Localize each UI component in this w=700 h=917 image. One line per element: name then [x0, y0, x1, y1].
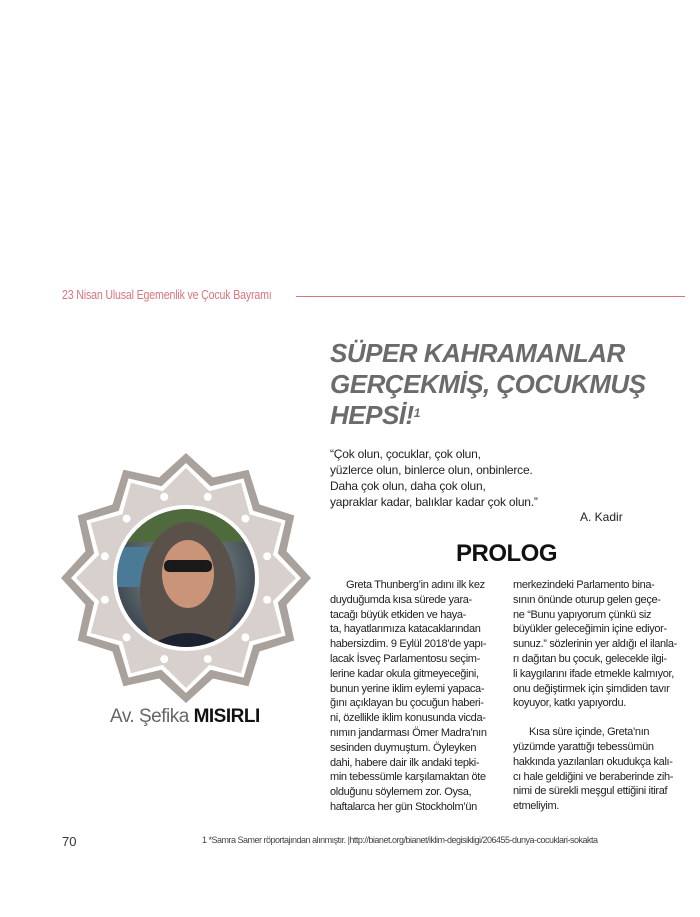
body-line: ne “Bunu yapıyorum çünkü siz: [513, 608, 652, 621]
header-rule: [296, 296, 685, 297]
body-line: li kaygılarını ifade etmekle kalmıyor,: [513, 667, 674, 680]
body-line: dahi, habere dair ilk andaki tepki-: [330, 756, 480, 769]
body-line: nimi de sürekli meşgul ettiğini itiraf: [513, 785, 668, 798]
poem-author: A. Kadir: [580, 510, 623, 524]
page-number: 70: [62, 834, 77, 849]
epigraph-poem: [330, 446, 538, 510]
body-line: sunuz.” sözlerinin yer aldığı el ilanla-: [513, 638, 677, 651]
body-line: ni, özellikle iklim konusunda vicda-: [330, 712, 486, 725]
body-line: nımın jandarması Ömer Madra’nın: [330, 726, 487, 739]
body-line: cı hale geldiğini ve beraberinde zih-: [513, 770, 674, 783]
decorative-dot: [123, 633, 131, 641]
headline-line: HEPSİ!: [330, 400, 414, 430]
decorative-dot: [101, 596, 109, 604]
body-line: Greta Thunberg’in adını ilk kez: [346, 579, 485, 591]
footnote: 1 *Samra Samer röportajından alınmıştır. |http://bianet.org/bianet/iklim-degisikligi/206455-dunya-cocuklari-sokakta: [202, 835, 598, 845]
decorative-dot: [263, 596, 271, 604]
decorative-dot: [263, 552, 271, 560]
running-head: 23 Nisan Ulusal Egemenlik ve Çocuk Bayramı: [62, 288, 272, 302]
decorative-dot: [204, 655, 212, 663]
article-headline: [330, 338, 646, 431]
body-line: Kısa süre içinde, Greta’nın: [529, 726, 650, 739]
body-line: rı dağıtan bu çocuk, gelecekle ilgi-: [513, 652, 667, 665]
poem-line: Daha çok olun, daha çok olun,: [330, 479, 486, 493]
body-line: büyükler geleceğimin içine ediyor-: [513, 623, 667, 636]
decorative-dot: [160, 493, 168, 501]
body-line: hakkında yazılanları okudukça kalı-: [513, 755, 673, 768]
body-line: duyduğumda kısa sürede yara-: [330, 593, 472, 606]
body-line: min tebessümle karşılamaktan öte: [330, 771, 486, 784]
body-line: tacağı büyük etkiden ve haya-: [330, 608, 466, 621]
decorative-dot: [123, 515, 131, 523]
poem-line: yüzlerce olun, binlerce olun, onbinlerce.: [330, 463, 533, 477]
body-line: merkezindeki Parlamento bina-: [513, 579, 655, 591]
poem-line: yapraklar kadar, balıklar kadar çok olun.”: [330, 495, 538, 509]
body-line: habersizdim. 9 Eylül 2018’de yapı-: [330, 638, 487, 651]
headline-line-3: [330, 400, 646, 431]
body-line: sının önünde oturup gelen geçe-: [513, 593, 661, 606]
body-line: etmeliyim.: [513, 800, 560, 813]
decorative-dot: [241, 515, 249, 523]
body-line: ta, hayatlarımıza katacaklarından: [330, 623, 481, 636]
decorative-dot: [204, 493, 212, 501]
decorative-dot: [241, 633, 249, 641]
body-line: yüzümde yarattığı tebessümün: [513, 740, 654, 753]
decorative-dot: [160, 655, 168, 663]
body-line: sesinden duymuştum. Öyleyken: [330, 741, 477, 754]
body-line: koyuyor, katkı yapıyordu.: [513, 697, 626, 710]
body-line: lacak İsveç Parlamentosu seçim-: [330, 652, 480, 665]
body-line: lerine kadar okula gitmeyeceğini,: [330, 667, 479, 680]
headline-line: SÜPER KAHRAMANLAR: [330, 338, 625, 368]
author-surname: MISIRLI: [193, 706, 260, 727]
body-line: olduğunu söylemem zor. Oysa,: [330, 786, 472, 799]
section-title: PROLOG: [456, 540, 558, 567]
body-line: onu değiştirmek için şimdiden tavır: [513, 682, 670, 695]
paragraph-gap: [513, 711, 693, 725]
author-prefix: Av. Şefika: [110, 706, 189, 727]
author-photo-emblem: [60, 452, 312, 704]
headline-line: GERÇEKMİŞ, ÇOCUKMUŞ: [330, 369, 646, 399]
body-line: ğını açıklayan bu çocuğun haberi-: [330, 697, 484, 710]
footnote-ref: 1: [413, 406, 420, 420]
body-column-1: [330, 578, 510, 815]
body-line: bunun yerine iklim eylemi yapaca-: [330, 682, 485, 695]
body-column-2: [513, 578, 693, 814]
decorative-dot: [101, 552, 109, 560]
author-name: [110, 706, 260, 728]
poem-line: “Çok olun, çocuklar, çok olun,: [330, 447, 481, 461]
body-line: haftalarca her gün Stockholm’ün: [330, 800, 477, 813]
